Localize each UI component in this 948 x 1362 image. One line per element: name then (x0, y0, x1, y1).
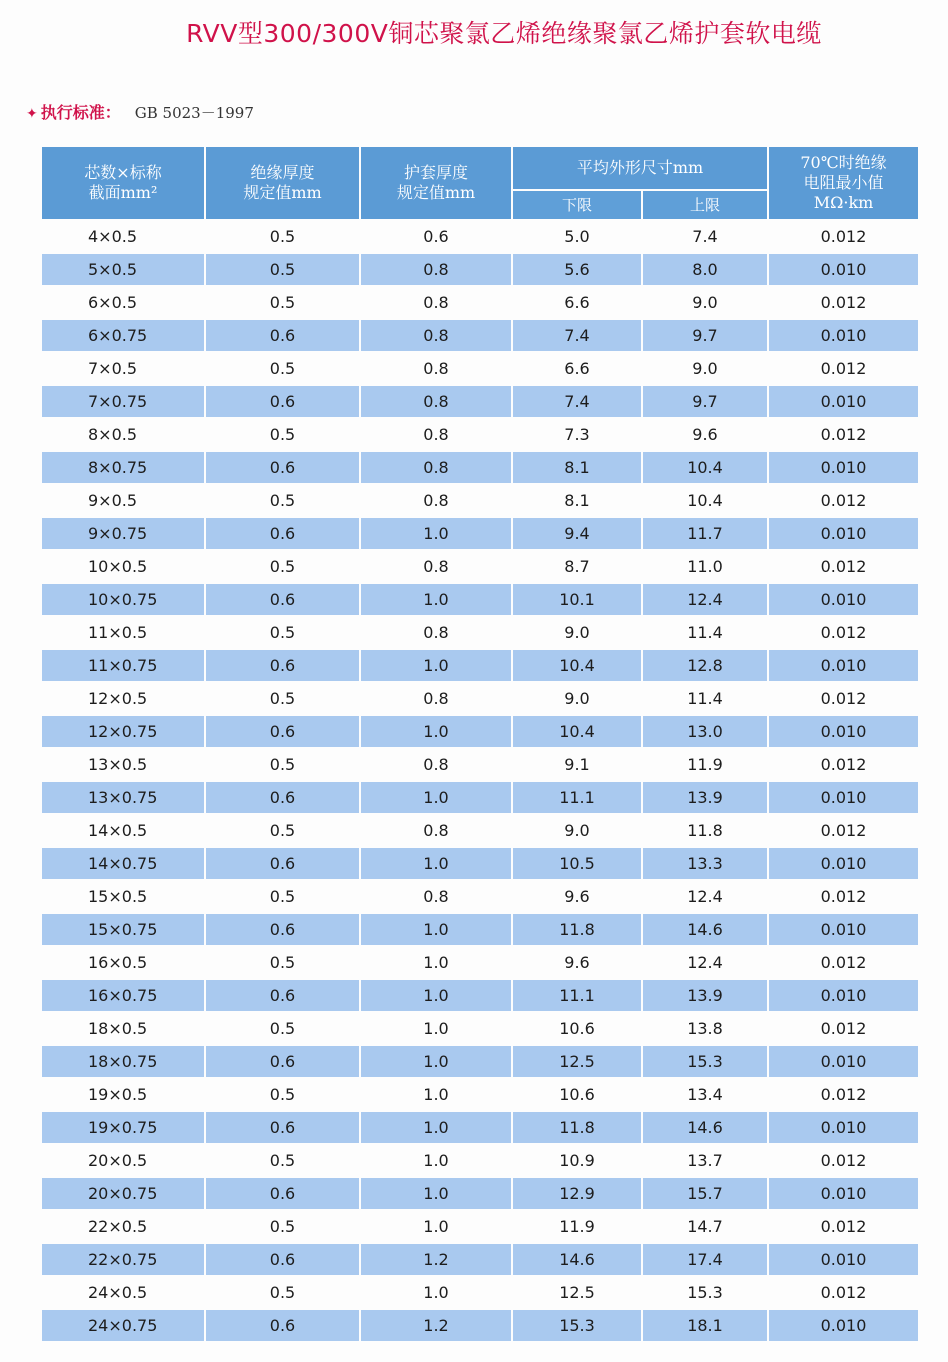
sheath-cell: 0.8 (423, 293, 449, 312)
core-section-cell: 14×0.75 (42, 848, 204, 879)
lower-limit-cell: 10.6 (559, 1019, 595, 1038)
table-row (42, 980, 918, 1011)
table-row (42, 947, 918, 978)
lower-limit-cell: 7.4 (513, 386, 641, 417)
upper-limit-cell: 11.0 (687, 557, 723, 576)
table-row (42, 881, 918, 912)
sheath-cell: 1.0 (361, 1178, 511, 1209)
table-row (42, 485, 918, 516)
table-row (42, 254, 918, 285)
header-text: 规定值mm (396, 183, 476, 202)
lower-limit-cell: 11.1 (513, 980, 641, 1011)
upper-limit-cell: 13.0 (643, 716, 767, 747)
lower-limit-cell: 10.4 (513, 716, 641, 747)
header-text: 护套厚度 (403, 163, 468, 182)
core-section-cell: 24×0.75 (42, 1310, 204, 1341)
header-text: 电阻最小值 (803, 173, 884, 192)
upper-limit-cell: 8.0 (643, 254, 767, 285)
header-insulation-thickness (206, 147, 359, 219)
lower-limit-cell: 9.6 (564, 887, 590, 906)
core-section-cell: 10×0.5 (88, 557, 148, 576)
sheath-cell: 1.0 (361, 650, 511, 681)
lower-limit-cell: 11.8 (513, 1112, 641, 1143)
insulation-cell: 0.6 (206, 716, 359, 747)
spec-table (40, 145, 920, 1343)
core-section-cell: 20×0.5 (88, 1151, 148, 1170)
core-section-cell: 13×0.75 (42, 782, 204, 813)
table-body (42, 221, 918, 1341)
core-section-cell: 6×0.5 (88, 293, 138, 312)
table-row (42, 782, 918, 813)
insulation-cell: 0.6 (206, 1310, 359, 1341)
header-outer-dimension: 平均外形尺寸mm (513, 147, 767, 189)
table-row (42, 551, 918, 582)
table-row (42, 617, 918, 648)
header-text: 70℃时绝缘 (800, 153, 887, 172)
upper-limit-cell: 13.7 (687, 1151, 723, 1170)
core-section-cell: 18×0.5 (88, 1019, 148, 1038)
header-text: 芯数×标称 (84, 163, 162, 182)
sheath-cell: 1.2 (361, 1244, 511, 1275)
lower-limit-cell: 10.4 (513, 650, 641, 681)
sheath-cell: 0.8 (361, 452, 511, 483)
standard-line (26, 100, 254, 123)
table-row (42, 914, 918, 945)
core-section-cell: 12×0.75 (42, 716, 204, 747)
table-row (42, 1013, 918, 1044)
sheath-cell: 0.8 (361, 320, 511, 351)
insulation-cell: 0.5 (269, 1019, 296, 1038)
sheath-cell: 0.8 (423, 887, 449, 906)
insulation-cell: 0.5 (269, 1085, 296, 1104)
header-upper-limit: 上限 (643, 191, 767, 219)
resistance-cell: 0.010 (769, 452, 918, 483)
sheath-cell: 1.0 (423, 953, 449, 972)
table-row (42, 683, 918, 714)
table-row (42, 650, 918, 681)
resistance-cell: 0.010 (769, 320, 918, 351)
lower-limit-cell: 9.6 (564, 953, 590, 972)
resistance-cell: 0.012 (820, 1019, 867, 1038)
upper-limit-cell: 12.4 (687, 953, 723, 972)
upper-limit-cell: 9.6 (692, 425, 718, 444)
lower-limit-cell: 12.5 (559, 1283, 595, 1302)
lower-limit-cell: 9.4 (513, 518, 641, 549)
upper-limit-cell: 11.7 (643, 518, 767, 549)
resistance-cell: 0.012 (820, 491, 867, 510)
lower-limit-cell: 11.1 (513, 782, 641, 813)
sheath-cell: 1.0 (361, 980, 511, 1011)
sheath-cell: 1.0 (423, 1283, 449, 1302)
table-row (42, 1112, 918, 1143)
sheath-cell: 1.0 (361, 848, 511, 879)
core-section-cell: 7×0.5 (88, 359, 138, 378)
upper-limit-cell: 12.4 (643, 584, 767, 615)
sheath-cell: 1.0 (423, 1217, 449, 1236)
resistance-cell: 0.010 (769, 1046, 918, 1077)
table-row (42, 1244, 918, 1275)
upper-limit-cell: 11.9 (687, 755, 723, 774)
core-section-cell: 24×0.5 (88, 1283, 148, 1302)
core-section-cell: 9×0.5 (88, 491, 138, 510)
lower-limit-cell: 9.1 (564, 755, 590, 774)
table-row (42, 749, 918, 780)
header-insulation-resistance (769, 147, 918, 219)
insulation-cell: 0.6 (206, 452, 359, 483)
core-section-cell: 14×0.5 (88, 821, 148, 840)
insulation-cell: 0.6 (206, 782, 359, 813)
insulation-cell: 0.6 (206, 914, 359, 945)
core-section-cell: 13×0.5 (88, 755, 148, 774)
insulation-cell: 0.5 (269, 1151, 296, 1170)
upper-limit-cell: 13.8 (687, 1019, 723, 1038)
insulation-cell: 0.5 (206, 254, 359, 285)
upper-limit-cell: 9.0 (692, 293, 718, 312)
resistance-cell: 0.010 (769, 386, 918, 417)
sheath-cell: 1.0 (423, 1085, 449, 1104)
upper-limit-cell: 18.1 (643, 1310, 767, 1341)
insulation-cell: 0.6 (206, 1112, 359, 1143)
insulation-cell: 0.5 (269, 359, 296, 378)
resistance-cell: 0.012 (820, 755, 867, 774)
sheath-cell: 1.0 (361, 1112, 511, 1143)
resistance-cell: 0.012 (820, 821, 867, 840)
sheath-cell: 1.0 (423, 1151, 449, 1170)
insulation-cell: 0.5 (269, 557, 296, 576)
insulation-cell: 0.5 (269, 821, 296, 840)
resistance-cell: 0.010 (769, 980, 918, 1011)
core-section-cell: 6×0.75 (42, 320, 204, 351)
sheath-cell: 1.0 (361, 782, 511, 813)
insulation-cell: 0.5 (269, 1283, 296, 1302)
core-section-cell: 22×0.5 (88, 1217, 148, 1236)
insulation-cell: 0.5 (269, 953, 296, 972)
resistance-cell: 0.012 (820, 887, 867, 906)
sheath-cell: 1.0 (361, 518, 511, 549)
upper-limit-cell: 15.3 (643, 1046, 767, 1077)
insulation-cell: 0.5 (269, 293, 296, 312)
lower-limit-cell: 5.0 (564, 227, 590, 246)
table-row (42, 1310, 918, 1341)
lower-limit-cell: 11.9 (559, 1217, 595, 1236)
resistance-cell: 0.010 (769, 1112, 918, 1143)
table-row (42, 320, 918, 351)
table-row (42, 1046, 918, 1077)
table-row (42, 1145, 918, 1176)
sheath-cell: 1.0 (361, 716, 511, 747)
lower-limit-cell: 15.3 (513, 1310, 641, 1341)
lower-limit-cell: 9.0 (564, 623, 590, 642)
core-section-cell: 16×0.75 (42, 980, 204, 1011)
upper-limit-cell: 10.4 (643, 452, 767, 483)
resistance-cell: 0.010 (769, 914, 918, 945)
sheath-cell: 0.8 (423, 491, 449, 510)
resistance-cell: 0.010 (769, 848, 918, 879)
upper-limit-cell: 14.6 (643, 914, 767, 945)
resistance-cell: 0.012 (820, 953, 867, 972)
table-row (42, 419, 918, 450)
sheath-cell: 0.8 (423, 821, 449, 840)
upper-limit-cell: 9.7 (643, 386, 767, 417)
resistance-cell: 0.012 (820, 227, 867, 246)
insulation-cell: 0.6 (206, 386, 359, 417)
sheath-cell: 0.8 (423, 359, 449, 378)
upper-limit-cell: 15.3 (687, 1283, 723, 1302)
insulation-cell: 0.5 (269, 623, 296, 642)
core-section-cell: 18×0.75 (42, 1046, 204, 1077)
table-row (42, 452, 918, 483)
sheath-cell: 1.2 (361, 1310, 511, 1341)
resistance-cell: 0.012 (820, 689, 867, 708)
resistance-cell: 0.012 (820, 1217, 867, 1236)
header-text: MΩ·km (813, 193, 874, 212)
core-section-cell: 19×0.75 (42, 1112, 204, 1143)
core-section-cell: 15×0.5 (88, 887, 148, 906)
standard-label: 执行标准： (40, 103, 121, 122)
upper-limit-cell: 12.4 (687, 887, 723, 906)
insulation-cell: 0.5 (269, 887, 296, 906)
insulation-cell: 0.6 (206, 1046, 359, 1077)
sheath-cell: 0.6 (423, 227, 449, 246)
lower-limit-cell: 6.6 (564, 293, 590, 312)
sheath-cell: 0.8 (423, 557, 449, 576)
lower-limit-cell: 12.5 (513, 1046, 641, 1077)
table-row (42, 353, 918, 384)
resistance-cell: 0.010 (769, 1178, 918, 1209)
upper-limit-cell: 13.3 (643, 848, 767, 879)
star-icon: ✦ (26, 106, 38, 122)
lower-limit-cell: 10.1 (513, 584, 641, 615)
upper-limit-cell: 12.8 (643, 650, 767, 681)
insulation-cell: 0.5 (269, 227, 296, 246)
upper-limit-cell: 11.4 (687, 623, 723, 642)
standard-value: GB 5023－1997 (134, 104, 254, 122)
core-section-cell: 4×0.5 (88, 227, 138, 246)
upper-limit-cell: 15.7 (643, 1178, 767, 1209)
sheath-cell: 0.8 (423, 689, 449, 708)
resistance-cell: 0.012 (820, 1151, 867, 1170)
core-section-cell: 11×0.75 (42, 650, 204, 681)
insulation-cell: 0.6 (206, 584, 359, 615)
upper-limit-cell: 13.4 (687, 1085, 723, 1104)
insulation-cell: 0.5 (269, 1217, 296, 1236)
resistance-cell: 0.012 (820, 1283, 867, 1302)
core-section-cell: 7×0.75 (42, 386, 204, 417)
core-section-cell: 8×0.75 (42, 452, 204, 483)
core-section-cell: 12×0.5 (88, 689, 148, 708)
resistance-cell: 0.010 (769, 584, 918, 615)
core-section-cell: 19×0.5 (88, 1085, 148, 1104)
header-text: 绝缘厚度 (250, 163, 315, 182)
table-row (42, 287, 918, 318)
resistance-cell: 0.012 (820, 1085, 867, 1104)
resistance-cell: 0.012 (820, 293, 867, 312)
sheath-cell: 0.8 (361, 386, 511, 417)
sheath-cell: 1.0 (361, 1046, 511, 1077)
upper-limit-cell: 10.4 (687, 491, 723, 510)
insulation-cell: 0.6 (206, 848, 359, 879)
core-section-cell: 5×0.5 (42, 254, 204, 285)
table-row (42, 386, 918, 417)
core-section-cell: 11×0.5 (88, 623, 148, 642)
sheath-cell: 1.0 (361, 914, 511, 945)
table-row (42, 1079, 918, 1110)
table-row (42, 716, 918, 747)
upper-limit-cell: 9.0 (692, 359, 718, 378)
core-section-cell: 20×0.75 (42, 1178, 204, 1209)
insulation-cell: 0.6 (206, 1244, 359, 1275)
sheath-cell: 1.0 (423, 1019, 449, 1038)
insulation-cell: 0.6 (206, 320, 359, 351)
insulation-cell: 0.6 (206, 650, 359, 681)
header-core-section (42, 147, 204, 219)
lower-limit-cell: 9.0 (564, 821, 590, 840)
upper-limit-cell: 13.9 (643, 980, 767, 1011)
resistance-cell: 0.010 (769, 1244, 918, 1275)
table-row (42, 1277, 918, 1308)
insulation-cell: 0.5 (269, 755, 296, 774)
sheath-cell: 0.8 (423, 755, 449, 774)
resistance-cell: 0.010 (769, 1310, 918, 1341)
resistance-cell: 0.012 (820, 359, 867, 378)
resistance-cell: 0.012 (820, 623, 867, 642)
sheath-cell: 0.8 (423, 425, 449, 444)
upper-limit-cell: 7.4 (692, 227, 718, 246)
insulation-cell: 0.5 (269, 491, 296, 510)
lower-limit-cell: 10.9 (559, 1151, 595, 1170)
lower-limit-cell: 9.0 (564, 689, 590, 708)
core-section-cell: 8×0.5 (88, 425, 138, 444)
core-section-cell: 22×0.75 (42, 1244, 204, 1275)
table-row (42, 584, 918, 615)
lower-limit-cell: 6.6 (564, 359, 590, 378)
lower-limit-cell: 7.3 (564, 425, 590, 444)
insulation-cell: 0.6 (206, 1178, 359, 1209)
resistance-cell: 0.010 (769, 254, 918, 285)
header-text: 规定值mm (243, 183, 322, 202)
page-title: RVV型300/300V铜芯聚氯乙烯绝缘聚氯乙烯护套软电缆 (186, 19, 822, 48)
upper-limit-cell: 17.4 (643, 1244, 767, 1275)
table-row (42, 518, 918, 549)
lower-limit-cell: 10.5 (513, 848, 641, 879)
resistance-cell: 0.010 (769, 716, 918, 747)
lower-limit-cell: 8.1 (513, 452, 641, 483)
upper-limit-cell: 14.7 (687, 1217, 723, 1236)
lower-limit-cell: 7.4 (513, 320, 641, 351)
lower-limit-cell: 12.9 (513, 1178, 641, 1209)
core-section-cell: 9×0.75 (42, 518, 204, 549)
lower-limit-cell: 11.8 (513, 914, 641, 945)
resistance-cell: 0.010 (769, 782, 918, 813)
upper-limit-cell: 9.7 (643, 320, 767, 351)
resistance-cell: 0.012 (820, 425, 867, 444)
upper-limit-cell: 14.6 (643, 1112, 767, 1143)
table-row (42, 1178, 918, 1209)
resistance-cell: 0.010 (769, 518, 918, 549)
header-lower-limit: 下限 (513, 191, 641, 219)
table-row (42, 848, 918, 879)
lower-limit-cell: 10.6 (559, 1085, 595, 1104)
core-section-cell: 16×0.5 (88, 953, 148, 972)
insulation-cell: 0.6 (206, 518, 359, 549)
table-row (42, 1211, 918, 1242)
core-section-cell: 10×0.75 (42, 584, 204, 615)
resistance-cell: 0.010 (769, 650, 918, 681)
sheath-cell: 1.0 (361, 584, 511, 615)
core-section-cell: 15×0.75 (42, 914, 204, 945)
upper-limit-cell: 11.8 (687, 821, 723, 840)
table-row (42, 815, 918, 846)
lower-limit-cell: 14.6 (513, 1244, 641, 1275)
lower-limit-cell: 5.6 (513, 254, 641, 285)
header-text: 截面mm² (88, 183, 158, 202)
table-row (42, 221, 918, 252)
insulation-cell: 0.5 (269, 689, 296, 708)
header-sheath-thickness (361, 147, 511, 219)
lower-limit-cell: 8.7 (564, 557, 590, 576)
insulation-cell: 0.5 (269, 425, 296, 444)
insulation-cell: 0.6 (206, 980, 359, 1011)
sheath-cell: 0.8 (361, 254, 511, 285)
sheath-cell: 0.8 (423, 623, 449, 642)
lower-limit-cell: 8.1 (564, 491, 590, 510)
resistance-cell: 0.012 (820, 557, 867, 576)
upper-limit-cell: 13.9 (643, 782, 767, 813)
upper-limit-cell: 11.4 (687, 689, 723, 708)
